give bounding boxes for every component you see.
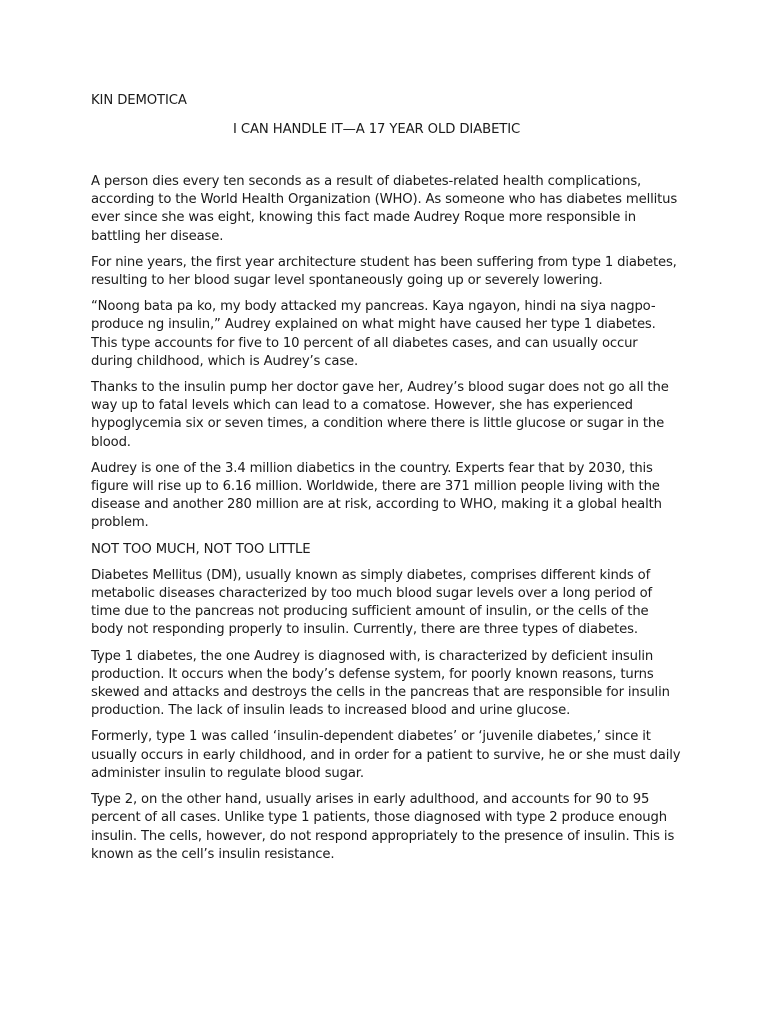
section-heading: NOT TOO MUCH, NOT TOO LITTLE	[91, 541, 311, 557]
paragraph-4: Thanks to the insulin pump her doctor gave her, Audrey’s blood sugar does not go all the way up to fatal levels which can lead to a comatose. However, she has experienced hypoglycemia six or seven times, a condition where there is little glucose or sugar in the blood.	[91, 380, 669, 450]
paragraph-6: Diabetes Mellitus (DM), usually known as simply diabetes, comprises different kinds of metabolic diseases characterized by too much blood sugar levels over a long period of time due to the pancreas not producing sufficient amount of insulin, or the cells of the body not responding properly to insulin. Currently, there are three types of diabetes.	[91, 567, 652, 638]
paragraph-5: Audrey is one of the 3.4 million diabetics in the country. Experts fear that by 2030, this figure will rise up to 6.16 million. Worldwide, there are 371 million people living with the disease and another 280 million are at risk, according to WHO, making it a global health problem.	[91, 460, 662, 531]
paragraph-8: Formerly, type 1 was called ‘insulin-dependent diabetes’ or ‘juvenile diabetes,’ since it usually occurs in early childhood, and in order for a patient to survive, he or she must daily administer insulin to regulate blood sugar.	[91, 729, 681, 781]
author-name: KIN DEMOTICA	[91, 93, 187, 108]
paragraph-2: For nine years, the first year architecture student has been suffering from type 1 diabetes, resulting to her blood sugar level spontaneously going up or severely lowering.	[91, 254, 677, 289]
paragraph-3: “Noong bata pa ko, my body attacked my pancreas. Kaya ngayon, hindi na siya nagpo-produce ng insulin,” Audrey explained on what might have caused her type 1 diabetes. This type accounts for five to 10 percent of all diabetes cases, and can usually occur during childhood, which is Audrey’s case.	[91, 299, 656, 369]
document-content	[91, 92, 681, 872]
paragraph-7: Type 1 diabetes, the one Audrey is diagnosed with, is characterized by deficient insulin production. It occurs when the body’s defense system, for poorly known reasons, turns skewed and attacks and destroys the cells in the pancreas that are responsible for insulin production. The lack of insulin leads to increased blood and urine glucose.	[91, 648, 670, 719]
paragraph-9: Type 2, on the other hand, usually arises in early adulthood, and accounts for 90 to 95 percent of all cases. Unlike type 1 patients, those diagnosed with type 2 produce enough insulin. The cells, however, do not respond appropriately to the presence of insulin. This is known as the cell’s insulin resistance.	[91, 792, 675, 862]
article-title: I CAN HANDLE IT—A 17 YEAR OLD DIABETIC	[233, 122, 521, 137]
article-body	[91, 173, 681, 864]
paragraph-1: A person dies every ten seconds as a result of diabetes-related health complications, according to the World Health Organization (WHO). As someone who has diabetes mellitus ever since she was eight, knowing this fact made Audrey Roque more responsible in battling her disease.	[91, 174, 678, 244]
